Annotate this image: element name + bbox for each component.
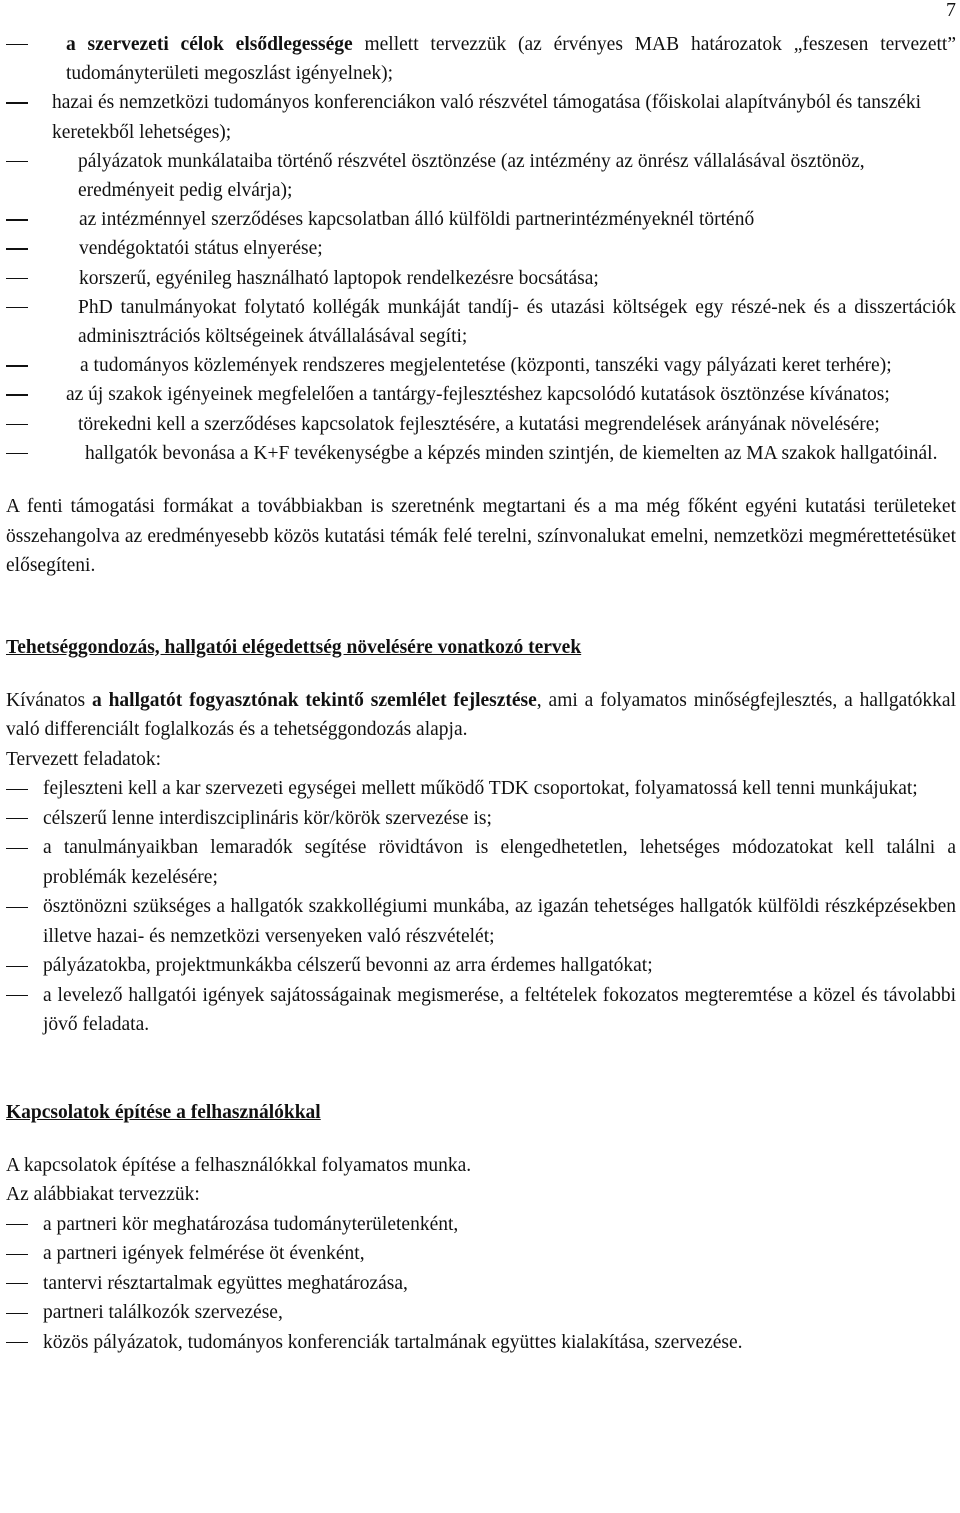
dash-bullet-icon bbox=[6, 293, 40, 322]
dash-bullet-icon bbox=[6, 804, 43, 834]
dash-bullet-icon bbox=[6, 951, 43, 981]
list-item-text: a partneri igények felmérése öt évenként, bbox=[43, 1243, 365, 1265]
dash-bullet-icon bbox=[6, 1269, 43, 1299]
list-item bbox=[6, 30, 956, 88]
list-item bbox=[6, 774, 956, 804]
dash-bullet-icon bbox=[6, 147, 40, 176]
list-item-text: korszerű, egyénileg használható laptopok rendelkezésre bocsátása; bbox=[79, 267, 599, 289]
dash-bullet-icon bbox=[6, 1328, 43, 1358]
list-item bbox=[6, 804, 956, 834]
dash-bullet-icon bbox=[6, 892, 43, 922]
list-item-text: partneri találkozók szervezése, bbox=[43, 1302, 283, 1324]
paragraph-talent-intro: Kívánatos a hallgatót fogyasztónak tekintő szemlélet fejlesztése, ami a folyamatos minőségfejlesztés, a hallgatókkal való differenciált foglalkozás és a tehetséggondozás alapja. bbox=[6, 689, 956, 741]
document-body bbox=[6, 30, 956, 1357]
dash-bullet-icon bbox=[6, 30, 40, 59]
list-item-text: tantervi résztartalmak együttes meghatározása, bbox=[43, 1272, 408, 1294]
list-item-text: a tanulmányaikban lemaradók segítése rövidtávon is elengedhetetlen, lehetséges módozatokat kell találni a problémák kezelésére; bbox=[43, 837, 956, 888]
research-support-list bbox=[6, 30, 956, 468]
dash-bullet-icon bbox=[6, 774, 43, 804]
list-item bbox=[6, 1328, 956, 1358]
section-heading-talent: Tehetséggondozás, hallgatói elégedettség növelésére vonatkozó tervek bbox=[6, 636, 582, 658]
list-item-text: vendégoktatói státus elnyerése; bbox=[79, 238, 323, 260]
list-item-text: az intézménnyel szerződéses kapcsolatban álló külföldi partnerintézményeknél történő bbox=[79, 209, 755, 231]
dash-bullet-icon bbox=[6, 205, 40, 234]
list-item-text: fejleszteni kell a kar szervezeti egységei mellett működő TDK csoportokat, folyamatossá kell tenni munkájukat; bbox=[43, 778, 918, 800]
page-number: 7 bbox=[946, 0, 956, 21]
dash-bullet-icon bbox=[6, 1298, 43, 1328]
dash-bullet-icon bbox=[6, 1210, 43, 1240]
planned-partner-label: Az alábbiakat tervezzük: bbox=[6, 1184, 200, 1206]
list-item bbox=[6, 234, 956, 263]
list-item bbox=[6, 951, 956, 981]
talent-task-list bbox=[6, 774, 956, 1040]
list-item bbox=[6, 88, 956, 146]
list-item bbox=[6, 264, 956, 293]
list-item bbox=[6, 1210, 956, 1240]
dash-bullet-icon bbox=[6, 981, 43, 1011]
list-item bbox=[6, 833, 956, 892]
dash-bullet-icon bbox=[6, 439, 40, 468]
dash-bullet-icon bbox=[6, 351, 40, 380]
dash-bullet-icon bbox=[6, 380, 40, 409]
list-item bbox=[6, 205, 956, 234]
list-item-text: a tudományos közlemények rendszeres megjelentetése (központi, tanszéki vagy pályázati keret terhére); bbox=[80, 355, 892, 377]
partner-task-list bbox=[6, 1210, 956, 1358]
list-item bbox=[6, 892, 956, 951]
dash-bullet-icon bbox=[6, 410, 40, 439]
list-item-text: a partneri kör meghatározása tudományterületenként, bbox=[43, 1213, 459, 1235]
list-item-text: hazai és nemzetközi tudományos konferenciákon való részvétel támogatása (főiskolai alapítványból és tanszéki keretekből lehetséges); bbox=[52, 92, 922, 143]
list-item bbox=[6, 351, 956, 380]
list-item-text: célszerű lenne interdiszciplináris kör/körök szervezése is; bbox=[43, 807, 492, 829]
paragraph-partners-intro: A kapcsolatok építése a felhasználókkal folyamatos munka. bbox=[6, 1154, 472, 1176]
dash-bullet-icon bbox=[6, 833, 43, 863]
list-item bbox=[6, 1239, 956, 1269]
list-item bbox=[6, 293, 956, 351]
list-item-text: törekedni kell a szerződéses kapcsolatok fejlesztésére, a kutatási megrendelések arányának növelésére; bbox=[78, 413, 880, 435]
paragraph-support-summary: A fenti támogatási formákat a továbbiakban is szeretnénk megtartani és a ma még főként egyéni kutatási területeket összehangolva az eredményesebb közös kutatási témák felé terelni, színvonalukat emelni, nemzetközi megmérettetésüket elősegíteni. bbox=[6, 496, 956, 577]
list-item-text: pályázatok munkálataiba történő részvétel ösztönzése (az intézmény az önrész vállalásával ösztönöz, eredményeit pedig elvárja); bbox=[78, 150, 865, 202]
dash-bullet-icon bbox=[6, 234, 40, 263]
section-heading-partners: Kapcsolatok építése a felhasználókkal bbox=[6, 1101, 321, 1123]
list-item-text: közös pályázatok, tudományos konferenciák tartalmának együttes kialakítása, szervezése. bbox=[43, 1331, 743, 1353]
list-item bbox=[6, 981, 956, 1040]
list-item-text: pályázatokba, projektmunkákba célszerű bevonni az arra érdemes hallgatókat; bbox=[43, 955, 653, 977]
dash-bullet-icon bbox=[6, 1239, 43, 1269]
list-item bbox=[6, 410, 956, 439]
dash-bullet-icon bbox=[6, 264, 40, 293]
list-item-text: mellett tervezzük (az érvényes MAB határozatok „feszesen tervezett” tudományterületi megoszlást igényelnek); bbox=[66, 34, 956, 85]
list-item-text: hallgatók bevonása a K+F tevékenységbe a képzés minden szintjén, de kiemelten az MA szakok hallgatóinál. bbox=[85, 442, 938, 464]
dash-bullet-icon bbox=[6, 88, 40, 117]
list-item-text: a levelező hallgatói igények sajátosságainak megismerése, a feltételek fokozatos megteremtése a közel és távolabbi jövő feladata. bbox=[43, 984, 956, 1036]
list-item-text: PhD tanulmányokat folytató kollégák munkáját tandíj- és utazási költségek egy részé-nek és a disszertációk adminisztrációs költségeinek átvállalásával segíti; bbox=[78, 296, 956, 348]
list-item bbox=[6, 380, 956, 409]
list-item-bold: a szervezeti célok elsődlegessége bbox=[66, 34, 353, 55]
list-item-text: ösztönözni szükséges a hallgatók szakkollégiumi munkába, az igazán tehetséges hallgatók külföldi részképzésekben illetve hazai- és nemzetközi versenyeken való részvételét; bbox=[43, 896, 956, 947]
list-item bbox=[6, 1269, 956, 1299]
list-item-text: az új szakok igényeinek megfelelően a tantárgy-fejlesztéshez kapcsolódó kutatások ösztönzése kívánatos; bbox=[66, 384, 890, 406]
intro-emphasis: a hallgatót fogyasztónak tekintő szemlélet fejlesztése bbox=[91, 689, 537, 711]
planned-tasks-label: Tervezett feladatok: bbox=[6, 748, 162, 770]
list-item bbox=[6, 147, 956, 205]
list-item bbox=[6, 1298, 956, 1328]
list-item bbox=[6, 439, 956, 468]
